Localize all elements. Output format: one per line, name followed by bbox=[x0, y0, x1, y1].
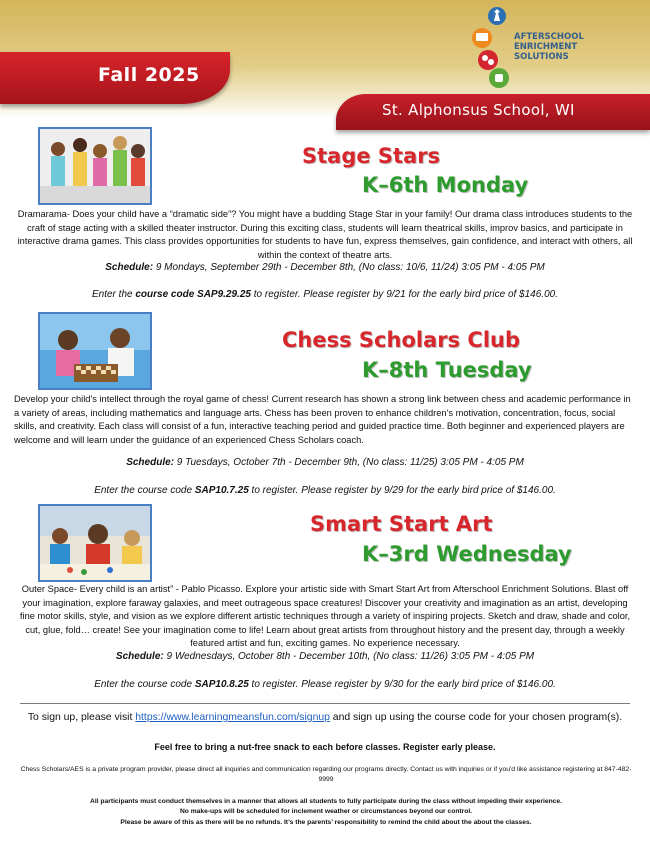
conduct-rules bbox=[16, 797, 636, 828]
chess-photo bbox=[38, 312, 152, 390]
footer-divider bbox=[20, 703, 630, 704]
logo-wordmark: AFTERSCHOOL ENRICHMENT SOLUTIONS bbox=[514, 32, 584, 62]
term-title: Fall 2025 bbox=[98, 64, 200, 86]
snack-note: Feel free to bring a nut-free snack to each before classes. Register early please. bbox=[154, 742, 496, 752]
rule-makeups: No make-ups will be scheduled for inclement weather or circumstances beyond our control. bbox=[179, 808, 473, 816]
book-icon bbox=[476, 33, 488, 41]
stage-stars-description: Dramarama- Does your child have a “dramatic side”? You might have a budding Stage Star in your family! Our drama class introduces students to the craft of stage acting with a skilled theater instructor. During this exciting class, students will learn theatrical skills, improv basics, and participate in interactive drama games. This class provides opportunities for students to have fun, express themselves, gain confidence, and interact with others, all within the context of theatre arts. bbox=[17, 209, 633, 260]
art-photo bbox=[38, 504, 152, 582]
signup-link[interactable]: https://www.learningmeansfun.com/signup bbox=[135, 712, 330, 723]
rule-conduct: All participants must conduct themselves in a manner that allows all students to fully participate during the class without impeding their experience. bbox=[90, 798, 562, 805]
mask-icon bbox=[482, 55, 488, 61]
art-title: Smart Start Art bbox=[310, 512, 493, 536]
robot-icon bbox=[495, 74, 503, 82]
stage-stars-title: Stage Stars bbox=[302, 144, 441, 168]
stage-stars-schedule: Schedule: 9 Mondays, September 29th - December 8th, (No class: 10/6, 11/24) 3:05 PM - 4:05 PM bbox=[105, 262, 545, 273]
art-subtitle: K–3rd Wednesday bbox=[362, 542, 572, 566]
chess-club-description: Develop your child's intellect through the royal game of chess! Current research has shown a strong link between chess and academic performance in a variety of areas, including mathematics and language arts. Chess has been proven to enhance children's motivation, concentration, focus, social skills, and creativity. Each class will consist of a fun, interactive teaching period and guided practice time. Both beginner and experienced players are welcome and will learn under the guidance of an experienced Chess Scholars coach. bbox=[14, 394, 631, 445]
rule-refunds: Please be aware of this as there will be no refunds. It’s the parents’ responsibility to remind the child about the about the classes. bbox=[120, 818, 532, 826]
art-schedule: Schedule: 9 Wednesdays, October 8th - December 10th, (No class: 11/26) 3:05 PM - 4:05 PM bbox=[115, 651, 535, 662]
chess-club-title: Chess Scholars Club bbox=[282, 328, 520, 352]
aes-logo bbox=[469, 6, 513, 94]
drama-photo bbox=[38, 127, 152, 205]
school-name: St. Alphonsus School, WI bbox=[382, 101, 575, 119]
stage-stars-subtitle: K–6th Monday bbox=[362, 173, 529, 197]
signup-text: To sign up, please visit https://www.learningmeansfun.com/signup and sign up using the course code for your chosen program(s). bbox=[27, 712, 623, 723]
disclaimer: Chess Scholars/AES is a private program provider, please direct all inquiries and communication regarding our programs directly. Contact us with inquiries or if you'd like assistance registering at 847-482-9999 bbox=[20, 766, 632, 783]
chess-club-schedule: Schedule: 9 Tuesdays, October 7th - December 9th, (No class: 11/25) 3:05 PM - 4:05 PM bbox=[126, 457, 524, 468]
chess-club-subtitle: K–8th Tuesday bbox=[362, 358, 532, 382]
art-description: Outer Space- Every child is an artist” - Pablo Picasso. Explore your artistic side with Smart Start Art from Afterschool Enrichment Solutions. Blast off your imagination, explore faraway galaxies, and meet outrageous space creatures! Discover your creativity and imagination as an artist, developing fine motor skills, style, and vision as we explore different artistic techniques through a variety of inspiring projects. Sketch and draw, shade and color, cut, glue, fold… create! See your imagination come to life! Learn about great artists from throughout history and the present day, through a weekly featured artist and fun, exciting games. No experience necessary. bbox=[19, 584, 631, 649]
chess-club-register: Enter the course code SAP10.7.25 to register. Please register by 9/29 for the early bird price of $146.00. bbox=[94, 485, 556, 496]
art-register: Enter the course code SAP10.8.25 to register. Please register by 9/30 for the early bird price of $146.00. bbox=[94, 679, 556, 690]
stage-stars-register: Enter the course code SAP9.29.25 to register. Please register by 9/21 for the early bird price of $146.00. bbox=[91, 289, 558, 300]
